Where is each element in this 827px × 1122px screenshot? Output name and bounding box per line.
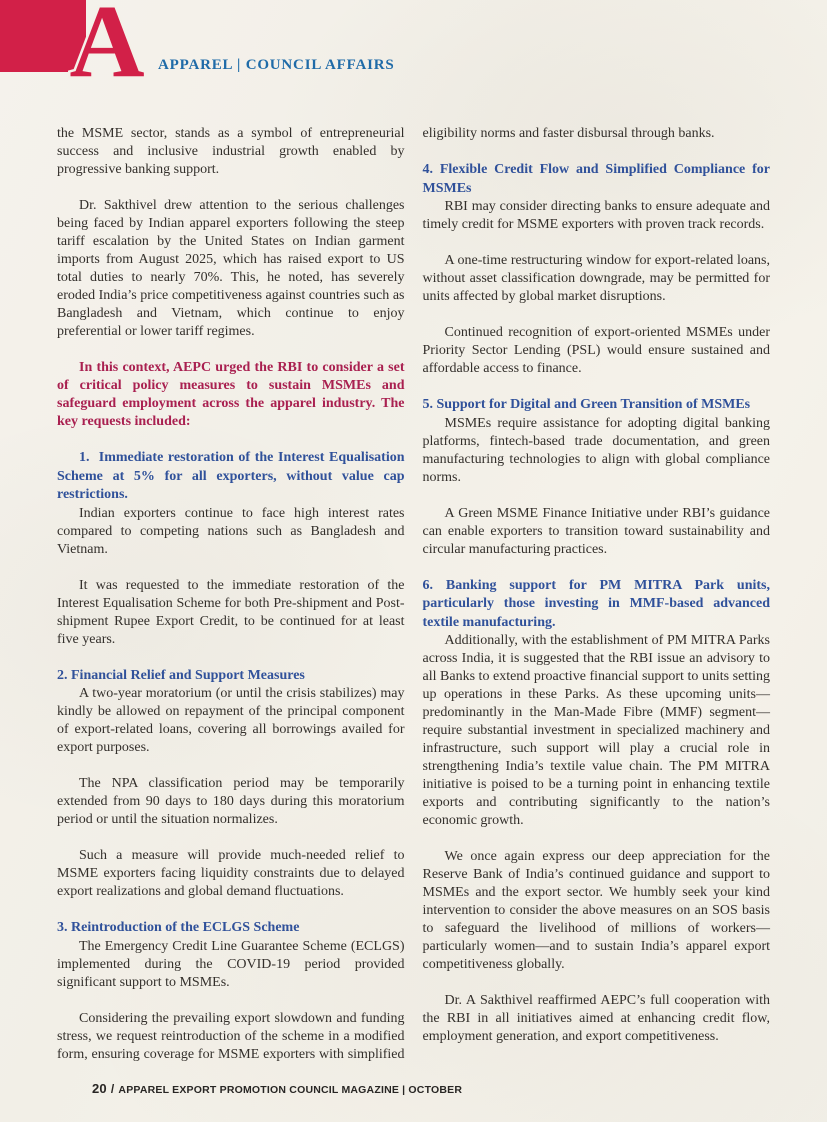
body-paragraph: Considering the prevailing export slowdown and funding stress, we request reintroduction of the scheme in a modified form, ensuring coverage for MSME exporters with simplified (57, 1010, 405, 1062)
aepc-logo (0, 0, 170, 96)
body-paragraph: Continued recognition of export-oriented MSMEs under Priority Sector Lending (PSL) would ensure sustained and affordable access to finance. (422, 325, 770, 376)
page-footer (92, 1081, 462, 1096)
body-paragraph: We once again express our deep appreciation for the Reserve Bank of India’s continued guidance and support to MSMEs and the export sector. We humbly seek your kind intervention to consider the above measures on an SOS basis to safeguard the livelihood of millions of workers—particularly women—and to sustain India’s apparel export competitiveness globally. (422, 849, 770, 972)
body-paragraph: It was requested to the immediate restoration of the Interest Equalisation Scheme for both Pre-shipment and Post-shipment Rupee Export Credit, to be continued for at least five years. (57, 577, 405, 647)
body-paragraph: eligibility norms and faster disbursal through banks. (422, 126, 715, 141)
body-paragraph: MSMEs require assistance for adopting digital banking platforms, fintech-based trade documentation, and green manufacturing technologies to align with global compliance norms. (422, 415, 770, 485)
column-right (423, 125, 771, 1082)
section-heading: 5. Support for Digital and Green Transition of MSMEs (422, 397, 751, 412)
section-heading: 6. Banking support for PM MITRA Park units, particularly those investing in MMF-based advanced textile manufacturing. (422, 577, 770, 630)
body-paragraph: A two-year moratorium (or until the crisis stabilizes) may kindly be allowed on repayment of the principal component of export-related loans, covering all borrowings availed for export purposes. (57, 686, 405, 755)
footer-separator: / (110, 1082, 115, 1096)
body-paragraph: The NPA classification period may be temporarily extended from 90 days to 180 days during this moratorium period or until the situation normalizes. (57, 776, 405, 827)
footer-text: APPAREL EXPORT PROMOTION COUNCIL MAGAZINE | OCTOBER (118, 1084, 463, 1096)
section-heading: 1. Immediate restoration of the Interest Equalisation Scheme at 5% for all exporters, without value cap restrictions. (57, 450, 405, 502)
body-paragraph: Such a measure will provide much-needed relief to MSME exporters facing liquidity constraints due to delayed export realizations and global demand fluctuations. (57, 848, 405, 899)
section-heading: 4. Flexible Credit Flow and Simplified Compliance for MSMEs (422, 162, 770, 196)
body-paragraph: Dr. A Sakthivel reaffirmed AEPC’s full cooperation with the RBI in all initiatives aimed at enhancing credit flow, employment generation, and export competitiveness. (422, 993, 770, 1044)
body-paragraph: Indian exporters continue to face high interest rates compared to competing nations such as Bangladesh and Vietnam. (57, 505, 405, 557)
body-paragraph: A one-time restructuring window for export-related loans, without asset classification downgrade, may be permitted for units affected by global market disruptions. (422, 253, 770, 304)
page-number: 20 (92, 1081, 107, 1096)
section-heading: 3. Reintroduction of the ECLGS Scheme (57, 920, 300, 935)
body-paragraph: the MSME sector, stands as a symbol of entrepreneurial success and inclusive industrial growth enabled by progressive banking support. (57, 126, 405, 177)
article-body (57, 125, 770, 1082)
body-paragraph: Additionally, with the establishment of PM MITRA Parks across India, it is suggested that the RBI issue an advisory to all Banks to extend proactive financial support to units setting up operations in these Parks. As these upcoming units—predominantly in the Man-Made Fibre (MMF) segment—require substantial investment in specialized machinery and infrastructure, such support will play a crucial role in strengthening India’s textile value chain. The PM MITRA initiative is poised to be a turning point in enhancing textile exports and contributing significantly to the nation’s economic growth. (422, 633, 770, 828)
logo-letter-a: A (69, 0, 145, 96)
body-paragraph: RBI may consider directing banks to ensure adequate and timely credit for MSME exporters with proven track records. (422, 199, 770, 232)
page-header (0, 0, 450, 100)
section-title: APPAREL | COUNCIL AFFAIRS (158, 57, 395, 73)
body-paragraph: A Green MSME Finance Initiative under RBI’s guidance can enable exporters to transition toward sustainability and circular manufacturing practices. (422, 505, 770, 557)
emphasis-paragraph: In this context, AEPC urged the RBI to consider a set of critical policy measures to sustain MSMEs and safeguard employment across the apparel industry. The key requests included: (57, 360, 405, 429)
section-heading: 2. Financial Relief and Support Measures (57, 667, 305, 683)
body-paragraph: Dr. Sakthivel drew attention to the serious challenges being faced by Indian apparel exporters following the steep tariff escalation by the United States on Indian garment imports from August 2025, which has raised export to US total duties to nearly 70%. This, he noted, has severely eroded India’s price competitiveness against countries such as Bangladesh and Vietnam, which continue to enjoy preferential or lower tariff regimes. (57, 198, 405, 339)
column-left (57, 125, 405, 1082)
body-paragraph: The Emergency Credit Line Guarantee Scheme (ECLGS) implemented during the COVID-19 period provided significant support to MSMEs. (57, 938, 405, 990)
